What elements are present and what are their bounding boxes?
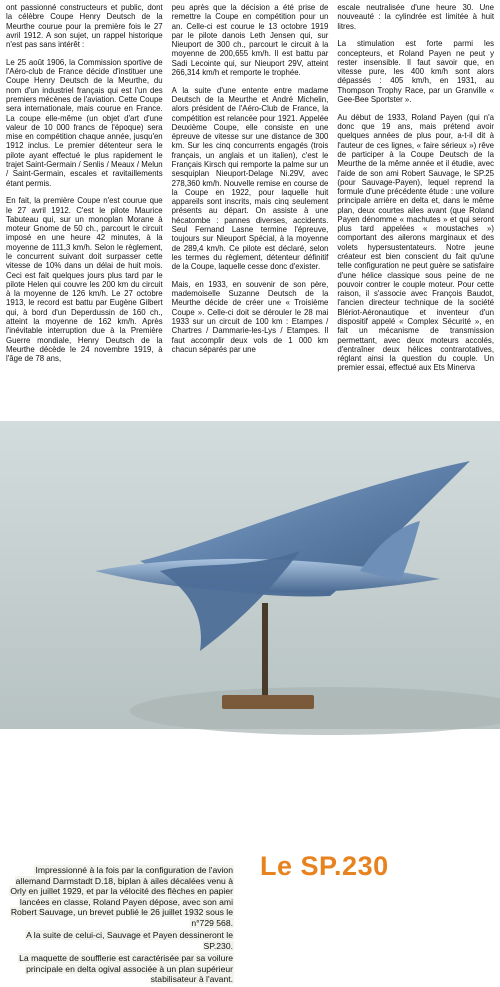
paragraph: Le 25 août 1906, la Commission sportive de l'Aéro-club de France décide d'instituer une Coupe Henry Deutsch de la Meurthe, du nom d'un industriel français qui est l'un des premiers mécènes de l'aviation. Cette Coupe sera internationale, mais courue en France. La coupe elle-même (un objet d'art d'une valeur de 10 000 francs de l'époque) sera mise en compétition chaque année, jusqu'en 1912 inclus. Le premier détenteur sera le pilote ayant effectué le plus rapidement le trajet Saint-Germain / Senlis / Meaux / Melun / Saint-Germain, escales et ravitaillements étant permis. bbox=[6, 57, 163, 188]
paragraph: La stimulation est forte parmi les concepteurs, et Roland Payen ne peut y rester insensible. Il faut savoir que, en vitesse pure, les 400 km/h sont alors dépassés : 405 km/h, en 1931, au Thompson Trophy Race, par un Granville « Gee-Bee Sportster ». bbox=[337, 39, 495, 105]
paragraph: Mais, en 1933, en souvenir de son père, mademoiselle Suzanne Deutsch de la Meurthe décide de créer une « Troisième Coupe ». Celle-ci doit se dérouler le 28 mai 1933 sur un circuit de 100 km : Etampes / Chartres / Dammarie-les-Lys / Etampes. Il faut accomplir deux vols de 1 000 km chacun séparés par une bbox=[171, 279, 329, 354]
paragraph: Au début de 1933, Roland Payen (qui n'a donc que 19 ans, mais prétend avoir quelques années de plus pour, a-t-il dit à l'auteur de ces lignes, « faire sérieux ») rêve de participer à la Coupe Deutsch de la Meurthe de la même année et il étudie, avec l'aide de son ami Robert Sauvage, le SP.25 (pour Sauvage-Payen), lequel reprend la formule d'une précédente étude : une voilure principale arrière en delta et, dans le même plan, deux courtes ailes avant (que Roland Payen dénomme « machutes » et qui seront plus tard appelées « moustaches ») comportant des ailerons marginaux et des volets hypersustentateurs. Notre jeune créateur est bien conscient du fait qu'une telle configuration ne peut guère se satisfaire d'une hélice classique sous peine de ne pouvoir contrer le couple moteur. Pour cette raison, il s'associe avec François Baudot, l'ancien directeur technique de la société Blériot-Aéronautique et inventeur d'un dispositif appelé « Complex Sécurité », en fait un mécanisme de transmission permettant, avec deux moteurs accolés, d'entraîner deux hélices contrarotatives, réglant ainsi la question du couple. Un premier essai, effectué aux Ets Minerva bbox=[337, 112, 495, 373]
paragraph: ont passionné constructeurs et public, dont la célèbre Coupe Henry Deutsch de la Meurthe courue pour la première fois le 27 avril 1912. A son sujet, un rappel historique n'est pas sans intérêt : bbox=[6, 3, 163, 50]
caption-paragraph: La maquette de soufflerie est caractérisée par sa voilure principale en delta ogival associée à un plan supérieur stabilisateur à l'avant. bbox=[19, 953, 233, 984]
article-body bbox=[6, 3, 494, 419]
model-stand bbox=[262, 603, 268, 699]
caption-paragraph: Impressionné à la fois par la configuration de l'avion allemand Darmstadt D.18, biplan à ailes décalées venu à Orly en juillet 1929, et par la vélocité des flèches en papier lancées en classe, Roland Payen dépose, avec son ami Robert Sauvage, un brevet publié le 26 juillet 1932 sous le n°729 568. bbox=[10, 865, 233, 928]
figure-caption bbox=[6, 865, 234, 987]
figure-heading: Le SP.230 bbox=[260, 851, 389, 881]
aircraft-model-illustration bbox=[0, 421, 500, 729]
caption-paragraph: A la suite de celui-ci, Sauvage et Payen dessineront le SP.230. bbox=[26, 930, 233, 951]
paragraph: escale neutralisée d'une heure 30. Une nouveauté : la cylindrée est limitée à huit litres. bbox=[337, 3, 495, 31]
article-column-1 bbox=[6, 3, 163, 419]
article-column-3 bbox=[337, 3, 494, 419]
article-column-2 bbox=[172, 3, 329, 419]
paragraph: A la suite d'une entente entre madame Deutsch de la Meurthe et André Michelin, alors président de l'Aéro-Club de France, la compétition est relancée pour 1921. Appelée Deuxième Coupe, elle consiste en une épreuve de vitesse sur une distance de 300 km. Sur les cinq concurrents engagés (trois français, un anglais et un italien), c'est le Français Kirsch qui remporte la palme sur un sesquiplan Nieuport-Delage Ni.29V, avec 278,360 km/h. Nouvelle remise en course de la Coupe en 1922, pour laquelle huit appareils sont inscrits, mais cinq seulement présents au départ. On assiste à une hécatombe : pannes diverses, accidents. Seul Fernand Lasne termine l'épreuve, toujours sur Nieuport Spécial, à la moyenne de 289,4 km/h. Ce pilote est déclaré, selon les termes du règlement, détenteur définitif de la Coupe, laquelle cesse donc d'exister. bbox=[171, 85, 329, 272]
paragraph: En fait, la première Coupe n'est courue que le 27 avril 1912. C'est le pilote Maurice Tabuteau qui, sur un monoplan Morane à moteur Gnome de 50 ch., parcourt le circuit imposé en une heure 42 minutes, à la moyenne de 111,3 km/h. Selon le règlement, le concurrent suivant doit surpasser cette vitesse de 10% dans un délai de huit mois. Ceci est fait quelques jours plus tard par le pilote Helen qui couvre les 200 km du circuit à la moyenne de 126 km/h. Le 27 octobre 1913, le record est battu par Eugène Gilbert qui, à bord d'un Deperdussin de 160 ch., atteint la moyenne de 162 km/h. Après l'inévitable interruption due à la Première Guerre mondiale, Henry Deutsch de la Meurthe décède le 24 novembre 1919, à l'âge de 78 ans, bbox=[6, 196, 163, 364]
wind-tunnel-model-photo bbox=[0, 421, 500, 984]
model-base bbox=[222, 695, 314, 709]
paragraph: peu après que la décision a été prise de remettre la Coupe en compétition pour un an. Celle-ci est courue le 13 octobre 1919 par le pilote danois Leth Jensen qui, sur Nieuport de 300 ch., parcourt le circuit à la moyenne de 200,655 km/h. Il est battu par Sadi Lecointe qui, sur Nieuport 29V, atteint 266,314 km/h et remporte le trophée. bbox=[171, 3, 329, 77]
